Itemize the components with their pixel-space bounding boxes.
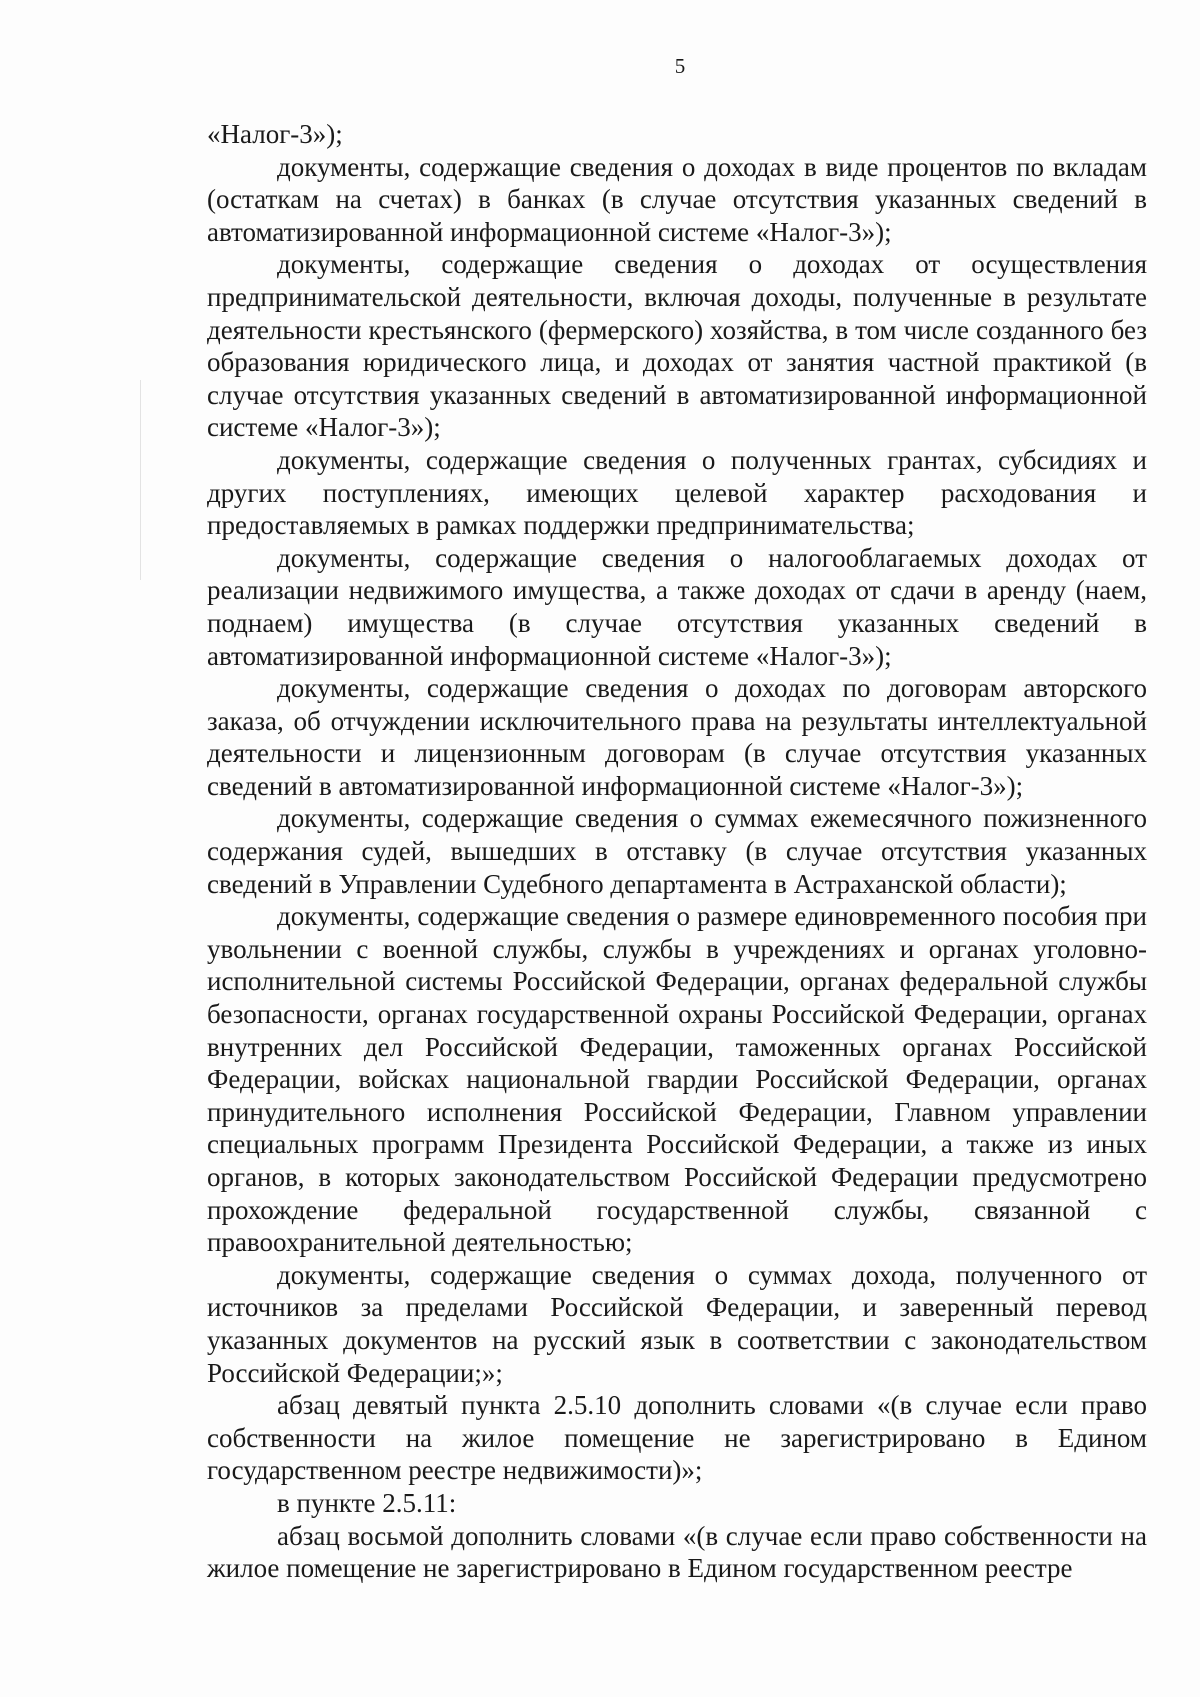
paragraph: в пункте 2.5.11: <box>277 1487 457 1518</box>
paragraph: документы, содержащие сведения о полученных грантах, субсидиях и других поступлениях, имеющих целевой характер расходования и предоставляемых в рамках поддержки предпринимательства; <box>207 444 1147 541</box>
paragraph: документы, содержащие сведения о налогооблагаемых доходах от реализации недвижимого имущества, а также доходах от сдачи в аренду (наем, поднаем) имущества (в случае отсутствия указанных сведений в автоматизированной информационной системе «Налог-3»); <box>207 542 1147 671</box>
scan-artifact-line <box>140 380 141 580</box>
page-number: 5 <box>674 54 686 78</box>
document-body <box>207 118 1147 1585</box>
paragraph: документы, содержащие сведения о доходах от осуществления предпринимательской деятельности, включая доходы, полученные в результате деятельности крестьянского (фермерского) хозяйства, в том числе созданного без образования юридического лица, и доходах от занятия частной практикой (в случае отсутствия указанных сведений в автоматизированной информационной системе «Налог-3»); <box>207 249 1147 443</box>
paragraph: документы, содержащие сведения о суммах дохода, полученного от источников за пределами Российской Федерации, и заверенный перевод указанных документов на русский язык в соответствии с законодательством Российской Федерации;»; <box>207 1259 1147 1388</box>
paragraph: абзац девятый пункта 2.5.10 дополнить словами «(в случае если право собственности на жилое помещение не зарегистрировано в Едином государственном реестре недвижимости)»; <box>207 1390 1147 1486</box>
paragraph: абзац восьмой дополнить словами «(в случае если право собственности на жилое помещение не зарегистрировано в Едином государственном реестре <box>207 1520 1147 1584</box>
paragraph: документы, содержащие сведения о доходах по договорам авторского заказа, об отчуждении исключительного права на результаты интеллектуальной деятельности и лицензионным договорам (в случае отсутствия указанных сведений в автоматизированной информационной системе «Налог-3»); <box>207 673 1147 801</box>
paragraph: документы, содержащие сведения о суммах ежемесячного пожизненного содержания судей, вышедших в отставку (в случае отсутствия указанных сведений в Управлении Судебного департамента в Астраханской области); <box>207 803 1147 899</box>
paragraph: документы, содержащие сведения о размере единовременного пособия при увольнении с военной службы, службы в учреждениях и органах уголовно-исполнительной системы Российской Федерации, органах федеральной службы безопасности, органах государственной охраны Российской Федерации, органах внутренних дел Российской Федерации, таможенных органах Российской Федерации, войсках национальной гвардии Российской Федерации, органах принудительного исполнения Российской Федерации, Главном управлении специальных программ Президента Российской Федерации, а также из иных органов, в которых законодательством Российской Федерации предусмотрено прохождение федеральной государственной службы, связанной с правоохранительной деятельностью; <box>207 901 1147 1258</box>
paragraph: документы, содержащие сведения о доходах в виде процентов по вкладам (остаткам на счетах) в банках (в случае отсутствия указанных сведений в автоматизированной информационной системе «Налог-3»); <box>207 151 1147 247</box>
paragraph: «Налог-3»); <box>207 119 343 149</box>
